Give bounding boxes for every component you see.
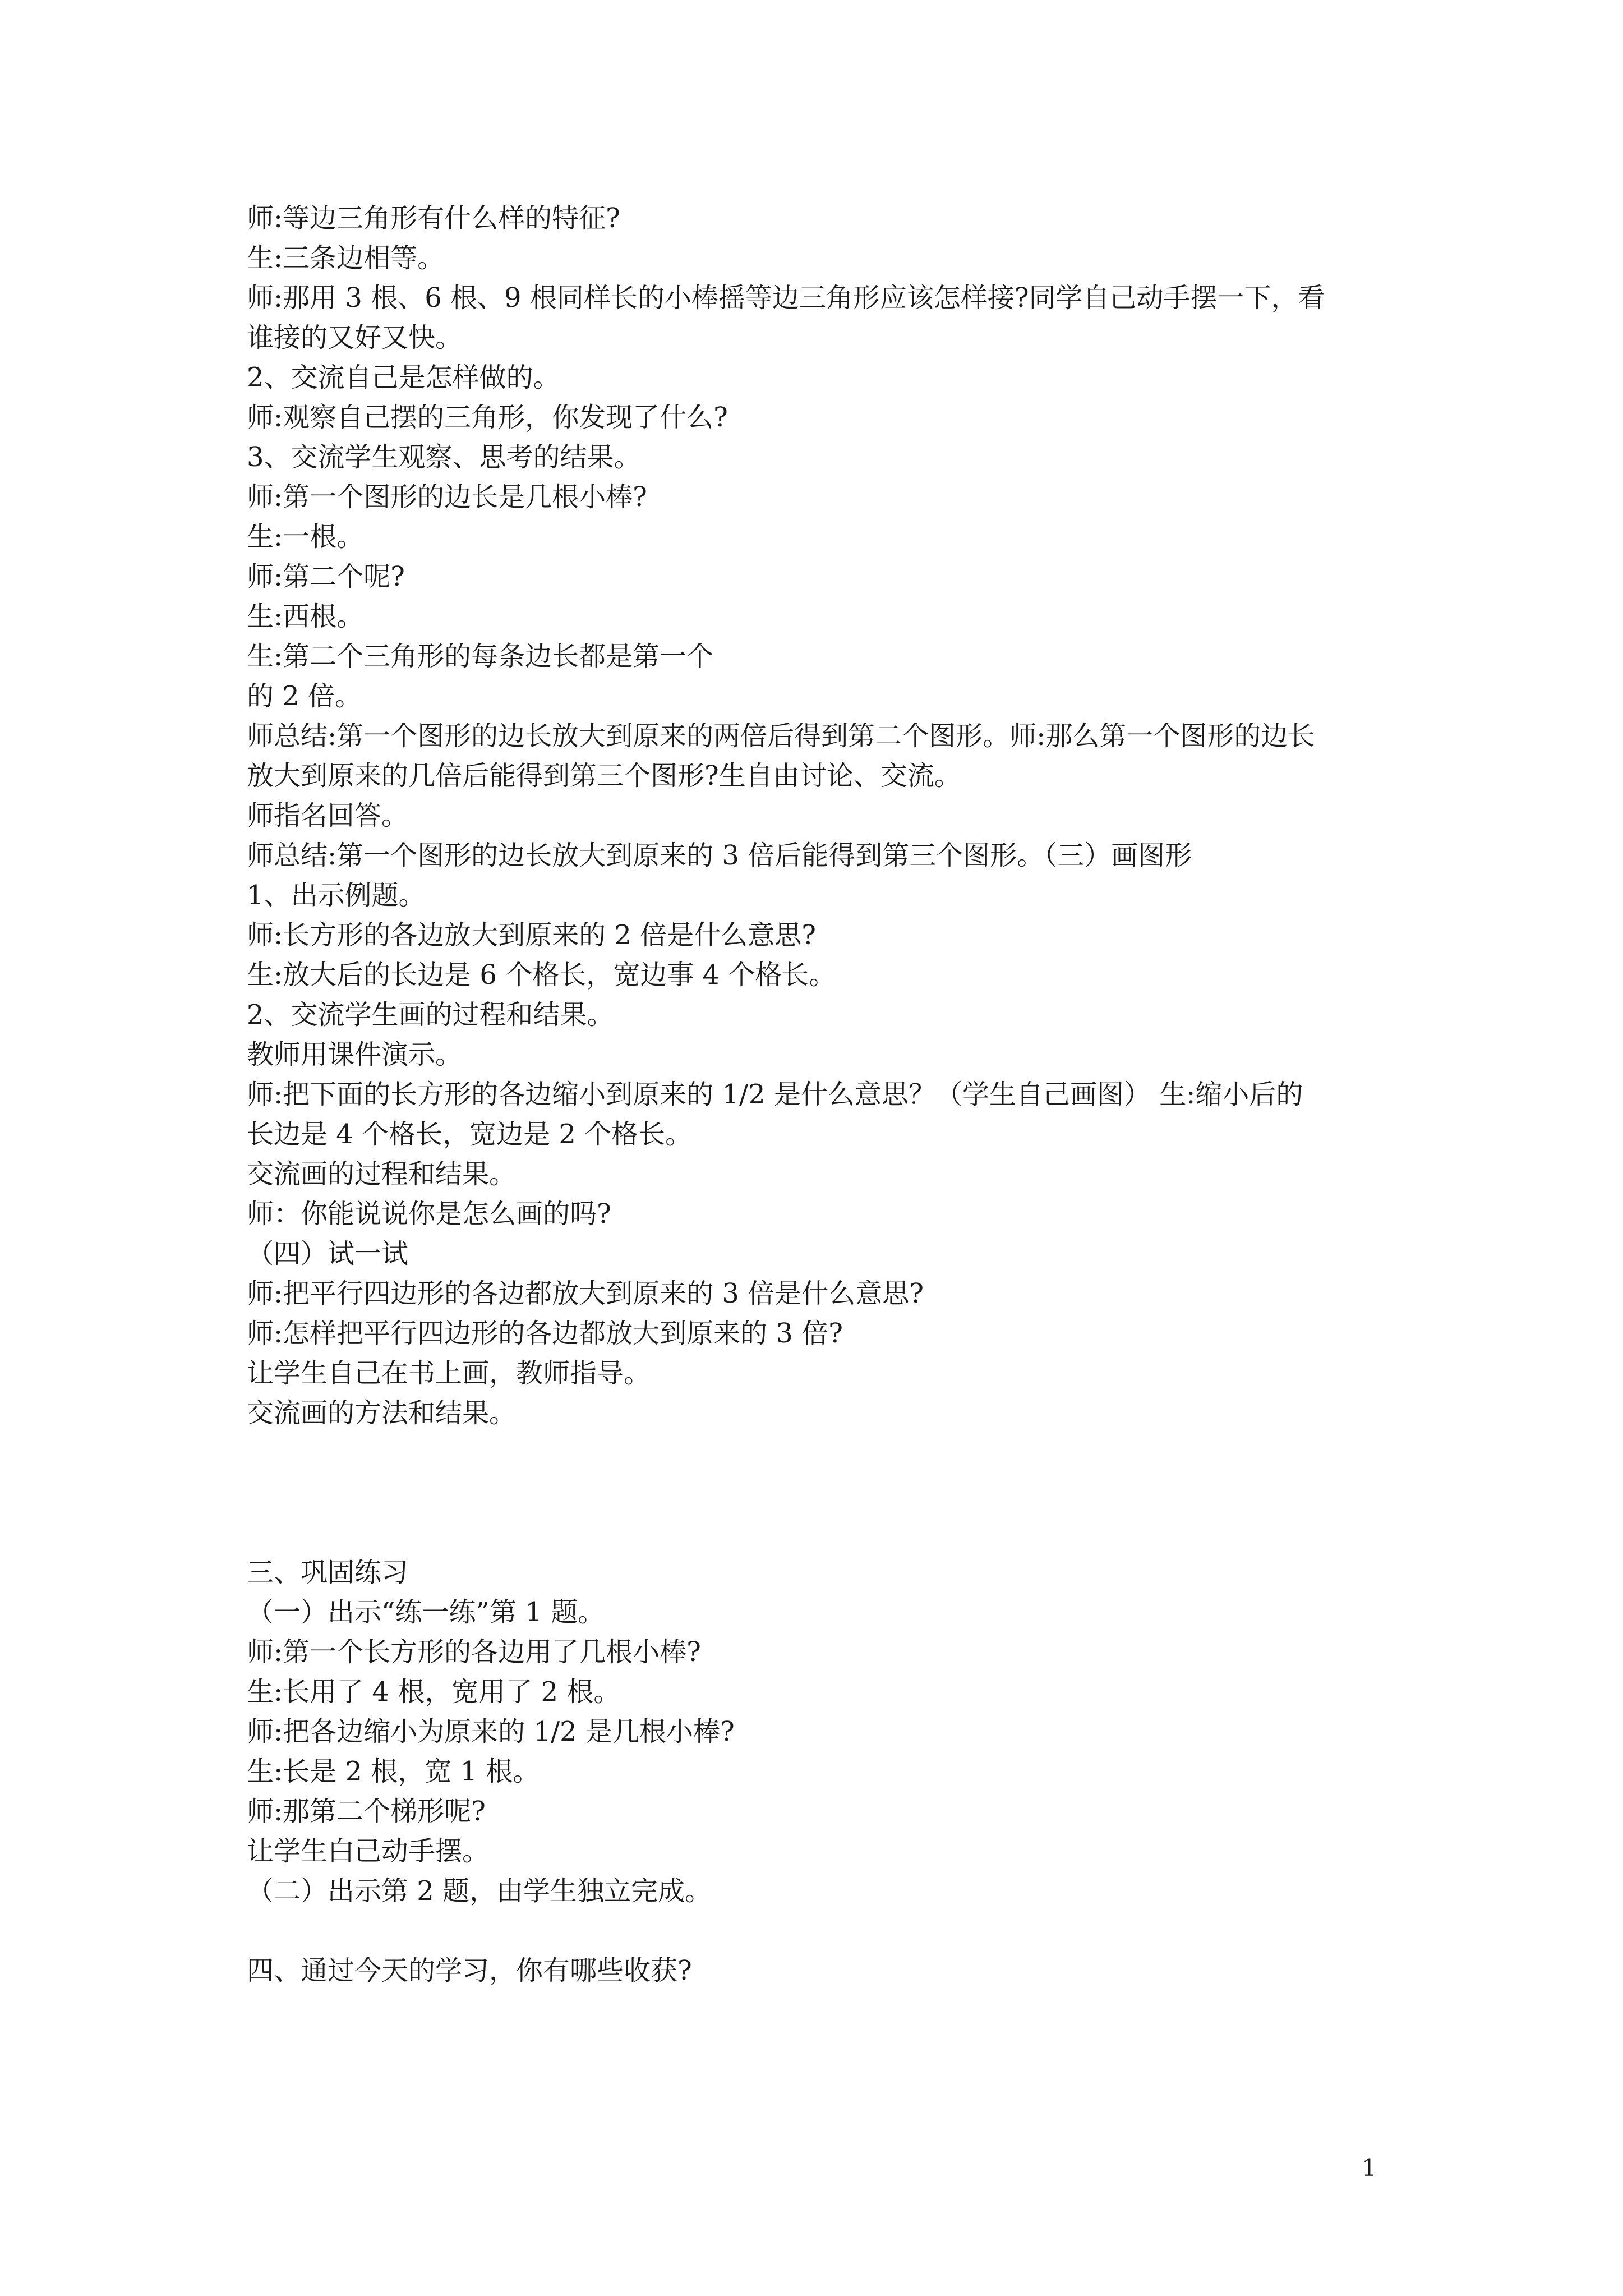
text-line: 2、交流自己是怎样做的。 — [247, 362, 560, 393]
text-line: 谁接的又好又快。 — [247, 322, 463, 353]
text-line: 生:西根。 — [247, 601, 364, 632]
text-line: 生:第二个三角形的每条边长都是第一个 — [247, 641, 714, 672]
text-line: 师:第二个呢? — [247, 561, 405, 592]
paragraph-block-3 — [247, 1951, 1402, 1991]
text-line: 生:三条边相等。 — [247, 242, 445, 274]
text-line: 师:第一个图形的边长是几根小棒? — [247, 481, 647, 513]
section-heading: 四、通过今天的学习，你有哪些收获? — [247, 1955, 692, 1986]
text-line: 师:把下面的长方形的各边缩小到原来的 1/2 是什么意思？（学生自己画图） 生:缩小后的 — [247, 1079, 1303, 1110]
text-line: 3、交流学生观察、思考的结果。 — [247, 441, 641, 473]
text-line: 生:放大后的长边是 6 个格长，宽边事 4 个格长。 — [247, 959, 836, 991]
text-line: 师:等边三角形有什么样的特征? — [247, 203, 620, 234]
text-line: 教师用课件演示。 — [247, 1039, 463, 1070]
text-line: 生:长用了 4 根，宽用了 2 根。 — [247, 1676, 621, 1708]
text-line: （一）出示“练一练”第 1 题。 — [247, 1596, 605, 1628]
text-line: 让学生自己在书上画，教师指导。 — [247, 1358, 651, 1389]
paragraph-block-1 — [247, 199, 1402, 1433]
blank-space — [247, 1433, 1402, 1553]
text-line: 生:长是 2 根，宽 1 根。 — [247, 1756, 540, 1787]
document-body — [247, 199, 1402, 1991]
section-heading: 师总结:第一个图形的边长放大到原来的 3 倍后能得到第三个图形。（三）画图形 — [247, 840, 1192, 871]
text-line: 的 2 倍。 — [247, 680, 362, 712]
text-line: 师:第一个长方形的各边用了几根小棒? — [247, 1636, 701, 1668]
section-heading: （四）试一试 — [247, 1238, 409, 1269]
text-line: 1、出示例题。 — [247, 880, 426, 911]
page-number: 1 — [1362, 2154, 1377, 2182]
text-line: 长边是 4 个格长，宽边是 2 个格长。 — [247, 1119, 693, 1150]
text-line: 师:那第二个梯形呢? — [247, 1796, 486, 1827]
text-line: 2、交流学生画的过程和结果。 — [247, 999, 614, 1030]
text-line: 让学生白己动手摆。 — [247, 1835, 490, 1867]
text-line: 师总结:第一个图形的边长放大到原来的两倍后得到第二个图形。师:那么第一个图形的边长 — [247, 720, 1315, 752]
blank-space — [247, 1911, 1402, 1951]
text-line: 师:把各边缩小为原来的 1/2 是几根小棒? — [247, 1716, 735, 1747]
text-line: 师:观察自己摆的三角形，你发现了什么? — [247, 402, 728, 433]
section-heading: 三、巩固练习 — [247, 1557, 409, 1588]
text-line: 生:一根。 — [247, 521, 364, 553]
text-line: 师:长方形的各边放大到原来的 2 倍是什么意思? — [247, 919, 816, 951]
text-line: 交流画的方法和结果。 — [247, 1397, 517, 1429]
text-line: 师指名回答。 — [247, 800, 409, 831]
text-line: 师:那用 3 根、6 根、9 根同样长的小棒摇等边三角形应该怎样接?同学自己动手摆一下，看 — [247, 282, 1325, 314]
text-line: （二）出示第 2 题，由学生独立完成。 — [247, 1875, 712, 1907]
text-line: 放大到原来的几倍后能得到第三个图形?生自由讨论、交流。 — [247, 760, 961, 792]
text-line: 交流画的过程和结果。 — [247, 1158, 517, 1190]
text-line: 师:怎样把平行四边形的各边都放大到原来的 3 倍? — [247, 1318, 843, 1349]
text-line: 师：你能说说你是怎么画的吗? — [247, 1198, 611, 1230]
paragraph-block-2 — [247, 1553, 1402, 1911]
text-line: 师:把平行四边形的各边都放大到原来的 3 倍是什么意思? — [247, 1278, 924, 1309]
